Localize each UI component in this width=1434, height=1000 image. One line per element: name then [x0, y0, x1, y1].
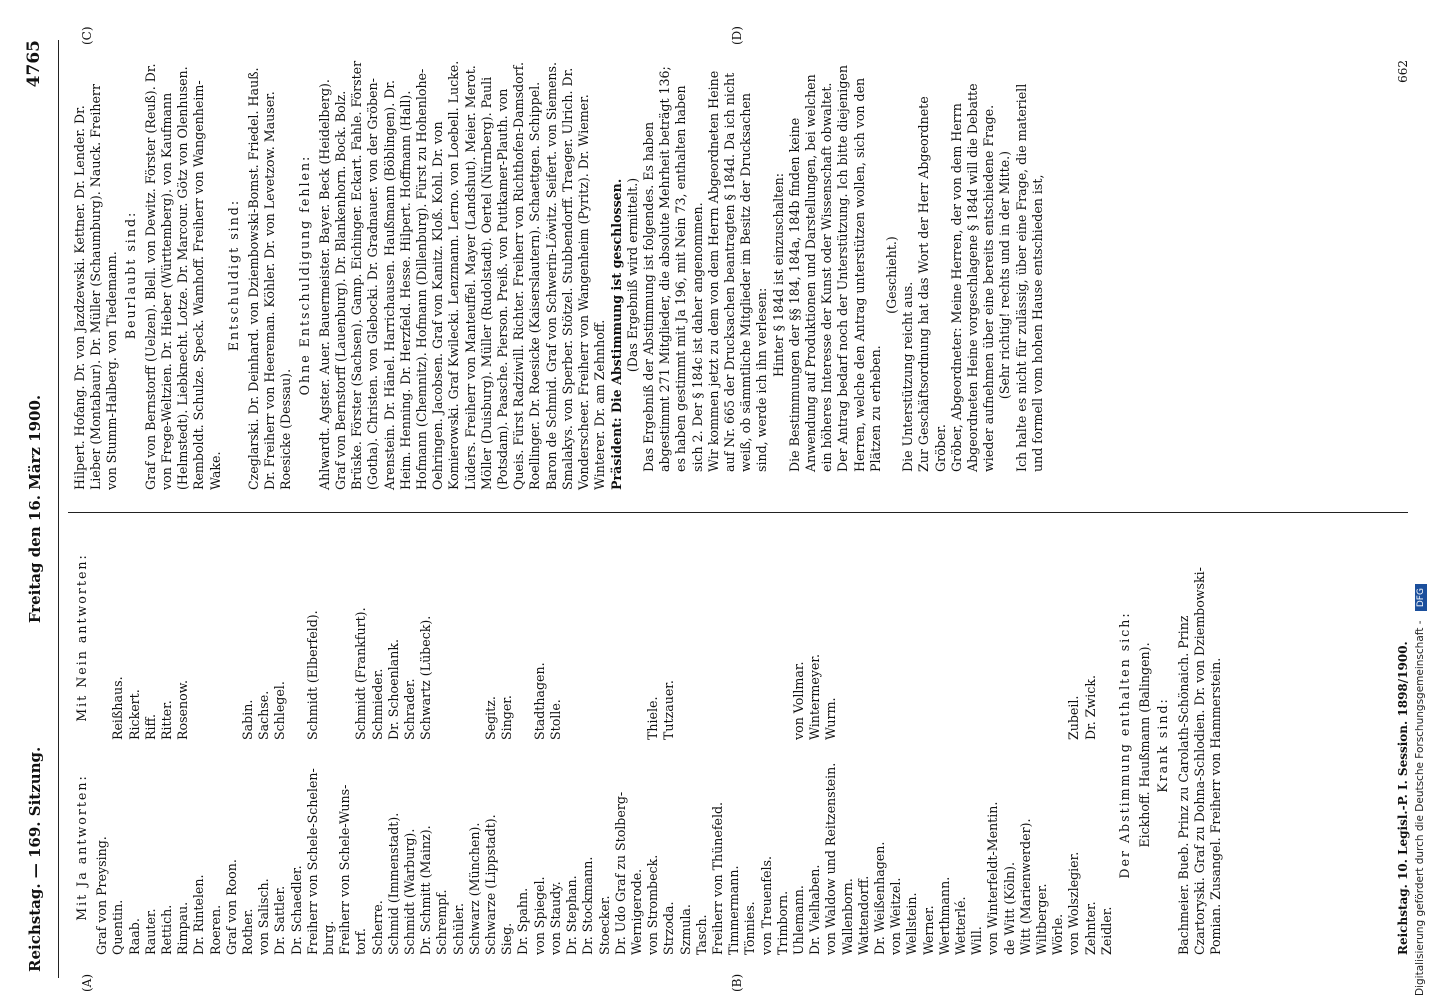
excused-heading: Entschuldigt sind:: [225, 198, 241, 352]
left-column: [72, 535, 1412, 955]
order-paragraph: Zur Geschäftsordnung hat das Wort der Herr Abgeordnete Gröber.: [916, 96, 948, 472]
ja-name: Szmula.: [677, 904, 693, 955]
ja-name: burg.: [321, 920, 337, 955]
ja-name: von Strombeck.: [645, 854, 661, 955]
ja-name: Freiherr von Schele-Schelen-: [304, 768, 320, 955]
vote-row: [208, 535, 224, 955]
ja-name: Graf von Preysing.: [94, 836, 110, 955]
nein-name: [888, 535, 904, 740]
unexcused-heading: Ohne Entschuldigung fehlen:: [296, 154, 312, 396]
nein-name: Ritter.: [159, 700, 175, 740]
groeber-speech: Gröber, Abgeordneter: Meine Herren, der von dem Herrn Abgeordneten Heine vorgeschlagene § 184d will die Debatte wieder aufnehmen über eine bereits entschiedene Frage.: [948, 83, 997, 472]
ja-name: Rimpau.: [175, 901, 191, 955]
vote-row: [127, 535, 143, 955]
result-note: (Das Ergebniß wird ermittelt.): [624, 177, 640, 373]
ja-name: Rettich.: [159, 904, 175, 955]
nein-name: [208, 535, 224, 740]
ja-name: Wallenborn.: [839, 878, 855, 955]
nein-name: Rosenow.: [175, 680, 191, 740]
ja-name: Rother.: [240, 908, 256, 955]
motion-quote-text: Die Bestimmungen der §§ 184, 184a, 184b finden keine Anwendung auf Produktionen und Darstellungen, bei welchen ein höheres Interesse der Kunst oder Wissenschaft obwaltet.: [786, 74, 835, 472]
ja-name: Roeren.: [207, 904, 223, 955]
ja-name: Schwarze (Lippstadt).: [483, 814, 499, 955]
nein-name: [1050, 535, 1066, 740]
nein-name: [467, 535, 483, 740]
vote-row: [402, 535, 418, 955]
header-rule: [58, 40, 59, 978]
ja-name: Quentin.: [110, 899, 126, 955]
abstention-heading: Der Abstimmung enthalten sich:: [1117, 611, 1132, 879]
nein-name: [985, 535, 1001, 740]
digitization-credit: [1414, 6, 1434, 996]
ja-name: Dr. Stephan.: [564, 875, 580, 955]
motion-paragraph: Wir kommen jetzt zu dem von dem Herrn Abgeordneten Heine auf Nr. 665 der Drucksachen beantragten § 184d. Da ich nicht weiß, ob sämmtliche Mitglieder im Besitz der Drucksachen sind, werde ich ihn verlesen:: [705, 70, 770, 472]
ja-name: Will.: [969, 926, 985, 955]
footer-sheet-number: 662: [1396, 60, 1410, 83]
nein-name: Reißhaus.: [110, 676, 126, 740]
nein-name: Wurm.: [823, 697, 839, 740]
abstention-names: Eickhoff. Haußmann (Balingen).: [1137, 642, 1153, 848]
credit-text: Digitalisierung gefördert durch die Deutsche Forschungsgemeinschaft -: [1414, 620, 1426, 996]
vote-row: [645, 535, 661, 955]
vote-row: [386, 535, 402, 955]
continued-names: Hilpert. Hofang. Dr. von Jazdzewski. Kettner. Dr. Lender. Dr. Lieber (Montabaur). Dr. Müller (Schaumburg). Nauck. Freiherr von Stumm-Halberg. von Tiedemann.: [72, 84, 120, 490]
nein-name: [969, 535, 985, 740]
ja-name: Uhlemann.: [790, 885, 806, 955]
vote-row: [515, 535, 531, 955]
nein-name: [678, 535, 694, 740]
nein-name: Riff.: [142, 713, 158, 740]
on-leave-names: Graf von Bernstorff (Uelzen). Blell. von Dewitz. Förster (Reuß). Dr. von Frege-Weltzien. Dr. Hieber (Württemberg). von Kaufmann (Helmstedt). Liebknecht. Lotze. Dr. Marcour. Götz von Olenhusen. Remboldt. Schulze. Speck. Wamhoff. Freiherr von Wangenheim-Wake.: [142, 63, 223, 490]
ja-name: Schmidt (Warburg).: [402, 828, 418, 955]
ja-name: von Staudy.: [547, 881, 563, 955]
vote-row: [775, 535, 791, 955]
margin-mark-a: (A): [80, 973, 94, 992]
nein-name: Singer.: [499, 695, 515, 740]
ja-name: von Weitzel.: [888, 877, 904, 955]
nein-name: Schrader.: [402, 678, 418, 740]
nein-name: [921, 535, 937, 740]
nein-name: [742, 535, 758, 740]
vote-row: [807, 535, 823, 955]
vote-row: [1034, 535, 1050, 955]
margin-mark-c: (C): [80, 26, 94, 45]
nein-name: [434, 535, 450, 740]
vote-row: [94, 535, 110, 955]
vote-row: [564, 535, 580, 955]
vote-row: [742, 535, 758, 955]
vote-row: [759, 535, 775, 955]
ja-name: Freiherr von Thünefeld.: [709, 801, 725, 955]
sick-heading: Krank sind:: [1155, 697, 1171, 793]
vote-row: [678, 535, 694, 955]
ja-name: Dr. Spahn.: [515, 887, 531, 955]
ja-name: Dr. Sattler.: [272, 885, 288, 955]
happens-note: (Geschieht.): [883, 236, 899, 314]
column-divider: [68, 512, 1408, 513]
vote-row: [434, 535, 450, 955]
nein-name: [580, 535, 596, 740]
ja-name: Stoecker.: [596, 895, 612, 955]
ja-name: Graf von Roon.: [223, 859, 239, 955]
dfg-logo: DFG: [1415, 584, 1427, 611]
nein-name: [872, 535, 888, 740]
ja-name: Dr. Rintelen.: [191, 874, 207, 955]
vote-row: [953, 535, 969, 955]
vote-row: [613, 535, 629, 955]
ja-name: Schwarz (München).: [466, 822, 482, 955]
vote-row: [159, 535, 175, 955]
vote-row: [856, 535, 872, 955]
ja-name: Dr. Weißenhagen.: [871, 841, 887, 955]
ja-name: von Wolszlegier.: [1066, 851, 1082, 955]
vote-row: [937, 535, 953, 955]
sick-names: Bachmeier. Bueb. Prinz zu Carolath-Schönaich. Prinz Czartoryski. Graf zu Dohna-Schlodien. Dr. von Dziembowski-Pomian. Zusangel. Freiherr von Hammerstein.: [1175, 567, 1224, 955]
page-header: [18, 40, 58, 978]
nein-name: [840, 535, 856, 740]
vote-row: [1002, 535, 1018, 955]
vote-result-paragraph: Das Ergebniß der Abstimmung ist folgendes. Es haben abgestimmt 271 Mitglieder, die absolute Mehrheit beträgt 136; es haben gestimmt mit Ja 196, mit Nein 73, enthalten haben sich 2. Der § 184c ist daher angenommen.: [640, 66, 705, 472]
vote-row: [840, 535, 856, 955]
vote-row: [532, 535, 548, 955]
nein-name: [94, 535, 110, 740]
ja-name: Wetterlé.: [952, 896, 968, 955]
vote-row: [305, 535, 321, 955]
ja-name: von Spiegel.: [531, 876, 547, 955]
on-leave-heading: Beurlaubt sind:: [122, 210, 138, 340]
nein-name: [726, 535, 742, 740]
vote-row: [321, 535, 337, 955]
vote-row: [548, 535, 564, 955]
vote-row: [110, 535, 126, 955]
nein-name: Stadthagen.: [531, 662, 547, 740]
ja-name: Zeidler.: [1098, 906, 1114, 955]
margin-mark-b: (B): [730, 973, 744, 992]
ja-name: Werthmann.: [936, 876, 952, 955]
unexcused-names: Ahlwardt. Agster. Auer. Bauermeister. Bayer. Beck (Heidelberg). Graf von Bernstorff (Lauenburg). Dr. Blankenhorn. Bock. Bolz. Brüske. Förster (Sachsen). Gamp. Eichinger. Eckart. Fahle. Förster (Gotha). Christen. von Glebocki. Dr. Gradnauer. von der Gröben-Arenstein. Dr. Hänel. Harrichausen. Haußmann (Böblingen). Dr. Heim. Henning. Dr. Herzfeld. Hesse. Hilpert. Hoffmann (Hall). Hofmann (Chemnitz). Hofmann (Dillenburg). Fürst zu Hohenlohe-Oehringen. Jacobsen. Graf von Kanitz. Kloß. Kohl. Dr. von Komierowski. Graf Kwilecki. Lenzmann. Lerno. von Loebell. Lucke. Lüders. Freiherr von Manteuffel. Mayer (Landshut). Meier. Merot. Möller (Duisburg). Müller (Rudolstadt). Oertel (Nürnberg). Pauli (Potsdam). Paasche. Pierson. Preiß. von Puttkamer-Plauth. von Queis. Fürst Radziwill. Richter. Freiherr von Richthofen-Damsdorf. Roellinger. Dr. Roesicke (Kaiserslautern). Schaettgen. Schippel. Baron de Schmid. Graf von Schwerin-Löwitz. Seifert. von Siemens. Smalakys. von Sperber. Stötzel. Stubbendorff. Traeger. Ulrich. Dr. Vonderscheer. Freiherr von Wangenheim (Pyritz). Dr. Wiemer. Winterer. Dr. am Zehnhoff.: [316, 60, 608, 490]
nein-name: [937, 535, 953, 740]
nein-name: von Vollmar.: [790, 661, 806, 740]
ja-name: Dr. Udo Graf zu Stolberg-: [612, 791, 628, 955]
ja-name: von Waldow und Reitzenstein.: [823, 762, 839, 955]
nein-name: [629, 535, 645, 740]
vote-row: [418, 535, 434, 955]
president-statement: Präsident: Die Abstimmung ist geschlossen.: [608, 178, 624, 490]
ja-name: Sieg.: [499, 922, 515, 955]
vote-row: [694, 535, 710, 955]
vote-row: [224, 535, 240, 955]
header-page-number: 4765: [24, 40, 44, 88]
ja-name: Freiherr von Schele-Wuns-: [337, 784, 353, 955]
nein-name: Tutzauer.: [661, 680, 677, 740]
nein-name: [515, 535, 531, 740]
nein-name: [224, 535, 240, 740]
ja-name: Dr. Schaedler.: [288, 865, 304, 955]
vote-row: [888, 535, 904, 955]
motion-quote-intro: Hinter § 184d ist einzuschalten:: [770, 173, 786, 377]
nein-name: [289, 535, 305, 740]
nein-heading: Mit Nein antworten:: [74, 553, 89, 722]
ja-name: Dr. Schmitt (Mainz).: [418, 825, 434, 955]
ja-name: Wiltberger.: [1033, 883, 1049, 955]
vote-row: [1083, 535, 1099, 955]
interjection: (Sehr richtig! rechts und in der Mitte.): [997, 150, 1013, 400]
vote-row: [1099, 535, 1115, 955]
nein-name: [1018, 535, 1034, 740]
support-sufficient: Die Unterstützung reicht aus.: [900, 281, 916, 472]
ja-name: Rauter.: [142, 908, 158, 955]
vote-row: [272, 535, 288, 955]
nein-name: [321, 535, 337, 740]
nein-name: [904, 535, 920, 740]
vote-row: [1018, 535, 1034, 955]
footer-source: Reichstag. 10. Legisl.-P. I. Session. 1898/1900.: [1396, 641, 1410, 955]
nein-name: Dr. Schoenlank.: [385, 639, 401, 740]
vote-row: [1050, 535, 1066, 955]
nein-name: Schmieder.: [369, 668, 385, 740]
nein-name: Sachse.: [256, 690, 272, 740]
ja-name: Scherre.: [369, 900, 385, 955]
speech-continued: Ich halte es nicht für zulässig, über eine Frage, die materiell und formell vom hohen Hause entschieden ist,: [1013, 83, 1045, 472]
vote-row: [289, 535, 305, 955]
nein-name: [710, 535, 726, 740]
nein-name: Sabin.: [240, 699, 256, 740]
nein-name: [759, 535, 775, 740]
nein-name: Schwartz (Lübeck).: [418, 615, 434, 740]
nein-name: [953, 535, 969, 740]
vote-row: [467, 535, 483, 955]
ja-name: von Treuenfels.: [758, 856, 774, 955]
nein-name: [337, 535, 353, 740]
vote-row: [904, 535, 920, 955]
vote-row: [240, 535, 256, 955]
vote-row: [580, 535, 596, 955]
nein-name: Wintermeyer.: [807, 654, 823, 740]
ja-name: Wellstein.: [904, 892, 920, 955]
vote-row: [969, 535, 985, 955]
right-column: [72, 60, 1412, 490]
nein-name: [1034, 535, 1050, 740]
ja-name: Wernigerode.: [628, 868, 644, 955]
ja-name: Wattendorff.: [855, 875, 871, 955]
nein-name: Schmidt (Frankfurt).: [353, 607, 369, 740]
ja-name: Raab.: [126, 918, 142, 955]
nein-name: Schlegel.: [272, 681, 288, 740]
nein-name: Schmidt (Elberfeld).: [304, 610, 320, 740]
nein-name: [613, 535, 629, 740]
ja-name: Dr. Stockmann.: [580, 856, 596, 955]
ja-name: Tönnies.: [742, 901, 758, 955]
vote-row: [499, 535, 515, 955]
vote-row: [921, 535, 937, 955]
vote-row: [872, 535, 888, 955]
ja-name: de Witt (Köln).: [1001, 861, 1017, 955]
nein-name: [775, 535, 791, 740]
ja-name: Trimborn.: [774, 890, 790, 955]
nein-name: [597, 535, 613, 740]
ja-name: Zehnter.: [1082, 901, 1098, 955]
vote-row: [451, 535, 467, 955]
nein-name: Rickert.: [126, 689, 142, 740]
vote-row: [726, 535, 742, 955]
vote-row: [710, 535, 726, 955]
ja-name: torf.: [353, 928, 369, 955]
nein-name: Stolle.: [547, 699, 563, 740]
support-paragraph: Der Antrag bedarf noch der Unterstützung. Ich bitte diejenigen Herren, welche den Antrag unterstützen wollen, sich von den Plätzen zu erheben.: [835, 65, 883, 472]
nein-name: [1099, 535, 1115, 740]
nein-name: Thiele.: [645, 696, 661, 740]
vote-row: [370, 535, 386, 955]
ja-name: Schmid (Immenstadt).: [385, 812, 401, 955]
header-date: Freitag den 16. März 1900.: [26, 394, 44, 624]
vote-row: [353, 535, 369, 955]
nein-name: [191, 535, 207, 740]
vote-row: [1066, 535, 1082, 955]
ja-heading: Mit Ja antworten:: [74, 774, 89, 921]
ja-name: von Salisch.: [256, 878, 272, 955]
nein-name: Dr. Zwick.: [1082, 675, 1098, 740]
vote-row: [629, 535, 645, 955]
vote-row: [143, 535, 159, 955]
ja-name: Schrempf.: [434, 889, 450, 955]
vote-row: [483, 535, 499, 955]
vote-row: [985, 535, 1001, 955]
nein-name: Zubeil.: [1066, 695, 1082, 740]
excused-names: Czeglarski. Dr. Deinhard. von Dziembowski-Bomst. Friedel. Hauß. Dr. Freiherr von Heereman. Köhler. Dr. von Levetzow. Mauser. Roesicke (Dessau).: [246, 67, 294, 490]
vote-row: [337, 535, 353, 955]
ja-name: Witt (Marienwerder).: [1017, 818, 1033, 955]
vote-row: [175, 535, 191, 955]
ja-name: Schüler.: [450, 902, 466, 955]
ja-name: Werner.: [920, 905, 936, 955]
nein-name: [1002, 535, 1018, 740]
margin-mark-d: (D): [730, 26, 744, 45]
nein-name: [694, 535, 710, 740]
nein-name: [564, 535, 580, 740]
vote-row: [823, 535, 839, 955]
vote-row: [661, 535, 677, 955]
vote-row: [191, 535, 207, 955]
vote-row: [256, 535, 272, 955]
vote-row: [791, 535, 807, 955]
ja-name: Tasch.: [693, 914, 709, 955]
nein-name: [856, 535, 872, 740]
nein-name: [451, 535, 467, 740]
ja-name: Strzoda.: [661, 901, 677, 955]
ja-name: von Winterfeldt-Mentin.: [985, 801, 1001, 955]
vote-list: [94, 535, 1115, 955]
vote-row: [597, 535, 613, 955]
ja-name: Dr. Vielhaben.: [807, 864, 823, 955]
header-session: Reichstag. — 169. Sitzung.: [26, 746, 44, 972]
ja-name: Wörle.: [1050, 913, 1066, 955]
nein-name: Segitz.: [483, 696, 499, 740]
ja-name: Timmermann.: [726, 865, 742, 955]
